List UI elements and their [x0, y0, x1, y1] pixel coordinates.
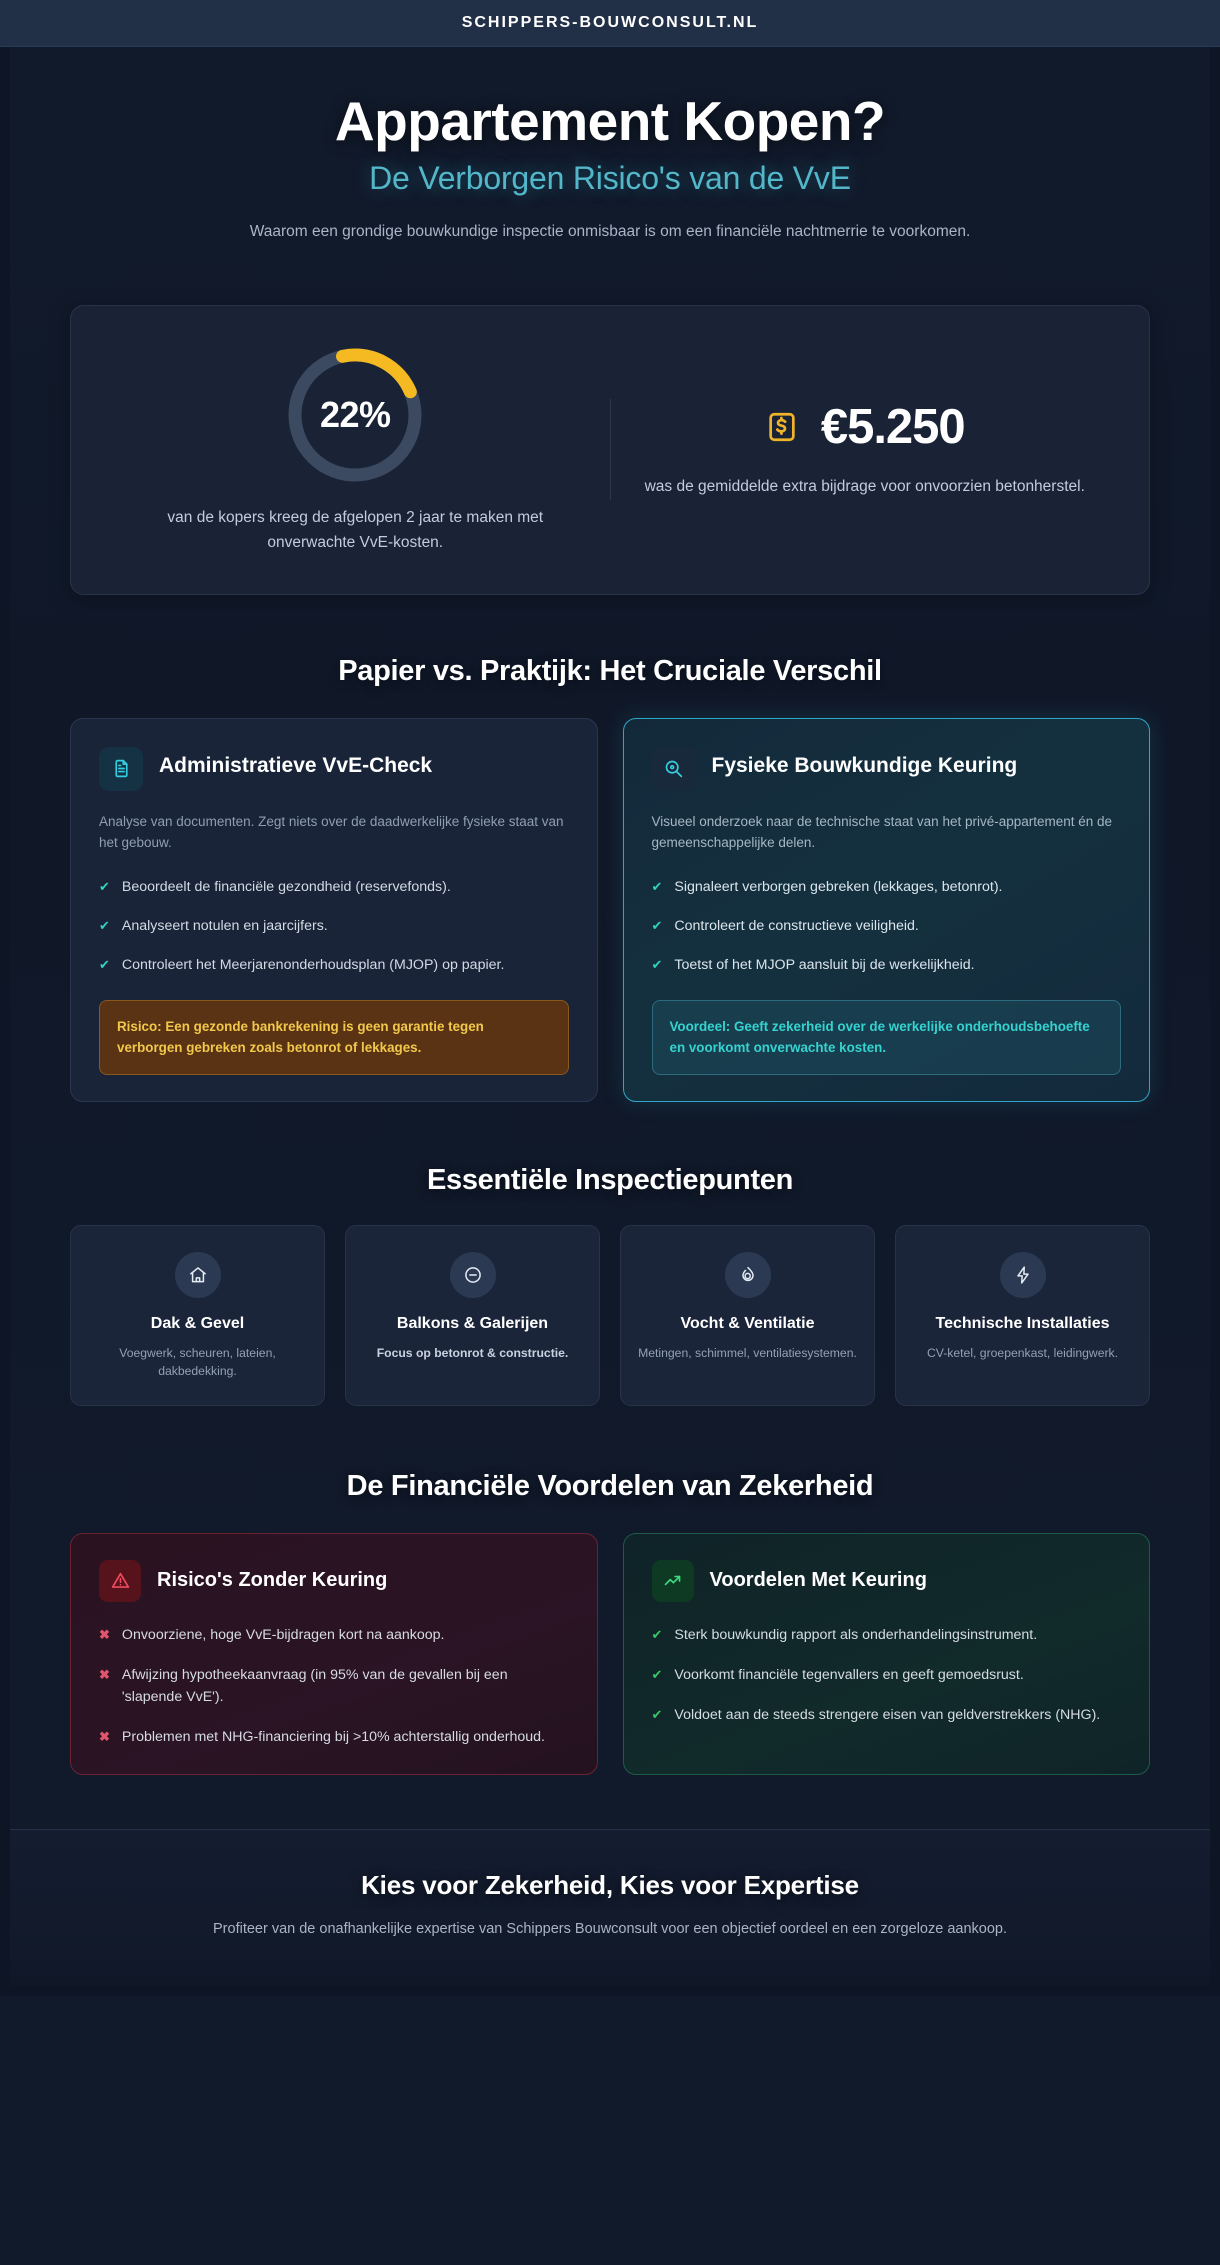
- points-grid: [70, 1225, 1150, 1405]
- card-title: Voordelen Met Keuring: [709, 1569, 927, 1592]
- list-item-text: Sterk bouwkundig rapport als onderhandelingsinstrument.: [674, 1626, 1038, 1643]
- home-icon: [175, 1252, 221, 1298]
- card-feature-list: [652, 876, 1122, 976]
- point-desc: CV-ketel, groepenkast, leidingwerk.: [926, 1346, 1119, 1361]
- list-item: [652, 954, 1122, 976]
- donut-chart: [284, 344, 426, 486]
- compare-heading: Papier vs. Praktijk: Het Cruciale Verschil: [338, 654, 882, 687]
- list-item: [652, 1664, 1122, 1686]
- list-item-text: Afwijzing hypotheekaanvraag (in 95% van de gevallen bij een 'slapende VvE').: [121, 1666, 508, 1705]
- footer-title: Kies voor Zekerheid, Kies voor Expertise: [361, 1869, 859, 1900]
- card-header: [652, 747, 1122, 791]
- stat-donut-column: [101, 344, 610, 556]
- list-item: [99, 876, 569, 898]
- compare-grid: [70, 718, 1150, 1103]
- cross-icon: ✖: [99, 1626, 110, 1642]
- footer-text: Profiteer van de onafhankelijke expertise van Schippers Bouwconsult voor een objectief oordeel en een zorgeloze aankoop.: [213, 1920, 1007, 1937]
- hero-section: [70, 47, 1150, 259]
- card-feature-list: [99, 876, 569, 976]
- list-item-text: Voorkomt financiële tegenvallers en geeft gemoedsrust.: [674, 1666, 1024, 1683]
- donut-wrapper: [125, 344, 586, 486]
- list-item: [99, 954, 569, 976]
- list-item-text: Controleert het Meerjarenonderhoudsplan (MJOP) op papier.: [121, 956, 505, 973]
- list-item-text: Toetst of het MJOP aansluit bij de werkelijkheid.: [674, 956, 975, 973]
- list-item: [652, 1704, 1122, 1726]
- check-icon: ✔: [99, 878, 110, 894]
- list-item-text: Beoordeelt de financiële gezondheid (reservefonds).: [121, 878, 451, 895]
- check-icon: ✔: [651, 878, 663, 894]
- point-title: Balkons & Galerijen: [396, 1315, 549, 1333]
- site-name: SCHIPPERS-BOUWCONSULT.NL: [461, 14, 759, 31]
- card-title: Fysieke Bouwkundige Keuring: [711, 753, 1018, 777]
- point-title: Dak & Gevel: [150, 1315, 245, 1333]
- money-caption: was de gemiddelde extra bijdrage voor onvoorzien betonherstel.: [644, 478, 1085, 496]
- risk-note: Risico: Een gezonde bankrekening is geen garantie tegen verborgen gebreken zoals betonrot of lekkages.: [99, 1000, 569, 1076]
- risk-list: [99, 1624, 569, 1748]
- list-item: [652, 876, 1122, 898]
- donut-caption: van de kopers kreeg de afgelopen 2 jaar te maken met onverwachte VvE-kosten.: [167, 508, 544, 551]
- point-desc: Focus op betonrot & constructie.: [376, 1346, 569, 1361]
- money-amount: €5.250: [820, 400, 965, 455]
- check-icon: ✔: [651, 1706, 663, 1722]
- list-item: [99, 915, 569, 937]
- list-item-text: Onvoorziene, hoge VvE-bijdragen kort na aankoop.: [121, 1626, 445, 1643]
- financial-heading: De Financiële Voordelen van Zekerheid: [346, 1469, 874, 1502]
- page-subtitle: De Verborgen Risico's van de VvE: [369, 160, 851, 197]
- check-icon: ✔: [651, 1666, 663, 1682]
- cross-icon: ✖: [99, 1666, 110, 1682]
- page-title: Appartement Kopen?: [334, 90, 886, 152]
- points-heading: Essentiële Inspectiepunten: [426, 1164, 794, 1197]
- footer-spacer: [70, 1775, 1150, 1829]
- card-header: [99, 1560, 569, 1602]
- hero-intro-text: Waarom een grondige bouwkundige inspectie onmisbaar is om een financiële nachtmerrie te voorkomen.: [249, 223, 971, 241]
- list-item-text: Controleert de constructieve veiligheid.: [674, 917, 919, 934]
- list-item-text: Voldoet aan de steeds strengere eisen van geldverstrekkers (NHG).: [674, 1706, 1101, 1723]
- trending-up-icon: [652, 1560, 694, 1602]
- financial-grid: [70, 1533, 1150, 1775]
- point-title: Technische Installaties: [935, 1315, 1110, 1333]
- cross-icon: ✖: [99, 1728, 110, 1744]
- donut-value: 22%: [319, 393, 391, 435]
- stat-money-column: [610, 399, 1120, 500]
- check-icon: ✔: [99, 917, 110, 933]
- card-title: Administratieve VvE-Check: [159, 753, 433, 777]
- list-item: [99, 1664, 569, 1708]
- page-content: [10, 47, 1210, 1829]
- card-physical-inspection: [623, 718, 1151, 1103]
- list-item-text: Problemen met NHG-financiering bij >10% achterstallig onderhoud.: [121, 1728, 545, 1745]
- check-icon: ✔: [651, 917, 663, 933]
- benefit-list: [652, 1624, 1122, 1726]
- point-title: Vocht & Ventilatie: [680, 1315, 815, 1333]
- card-header: [652, 1560, 1122, 1602]
- point-card-technische-installaties: [895, 1225, 1150, 1405]
- point-card-balkons-galerijen: [345, 1225, 600, 1405]
- droplet-icon: [725, 1252, 771, 1298]
- list-item: [99, 1624, 569, 1646]
- document-icon: [99, 747, 143, 791]
- list-item: [652, 915, 1122, 937]
- money-row: [635, 399, 1096, 455]
- card-subtitle: Visueel onderzoek naar de technische staat van het privé-appartement én de gemeenschappelijke delen.: [651, 813, 1113, 851]
- check-icon: ✔: [99, 956, 110, 972]
- list-item: [652, 1624, 1122, 1646]
- list-item-text: Analyseert notulen en jaarcijfers.: [121, 917, 328, 934]
- list-item-text: Signaleert verborgen gebreken (lekkages, betonrot).: [674, 878, 1003, 895]
- minus-circle-icon: [450, 1252, 496, 1298]
- footer-section: [10, 1829, 1210, 1987]
- point-card-vocht-ventilatie: [620, 1225, 875, 1405]
- card-subtitle: Analyse van documenten. Zegt niets over de daadwerkelijke fysieke staat van het gebouw.: [99, 813, 564, 851]
- magnifier-icon: [652, 747, 696, 791]
- list-item: [99, 1726, 569, 1748]
- page-frame: [0, 47, 1220, 1996]
- check-icon: ✔: [651, 956, 663, 972]
- benefit-note: Voordeel: Geeft zekerheid over de werkelijke onderhoudsbehoefte en voorkomt onverwachte kosten.: [652, 1000, 1122, 1076]
- point-card-dak-gevel: [70, 1225, 325, 1405]
- stats-panel: [70, 305, 1150, 595]
- banknote-icon: [765, 410, 799, 444]
- site-header: [0, 0, 1220, 47]
- card-benefits-with-inspection: [623, 1533, 1151, 1775]
- check-icon: ✔: [651, 1626, 663, 1642]
- warning-triangle-icon: [99, 1560, 141, 1602]
- card-header: [99, 747, 569, 791]
- card-risks-without-inspection: [70, 1533, 598, 1775]
- card-administrative-check: [70, 718, 598, 1103]
- card-title: Risico's Zonder Keuring: [157, 1569, 388, 1592]
- point-desc: Voegwerk, scheuren, lateien, dakbedekking.: [119, 1346, 276, 1379]
- bolt-icon: [1000, 1252, 1046, 1298]
- point-desc: Metingen, schimmel, ventilatiesystemen.: [638, 1346, 857, 1361]
